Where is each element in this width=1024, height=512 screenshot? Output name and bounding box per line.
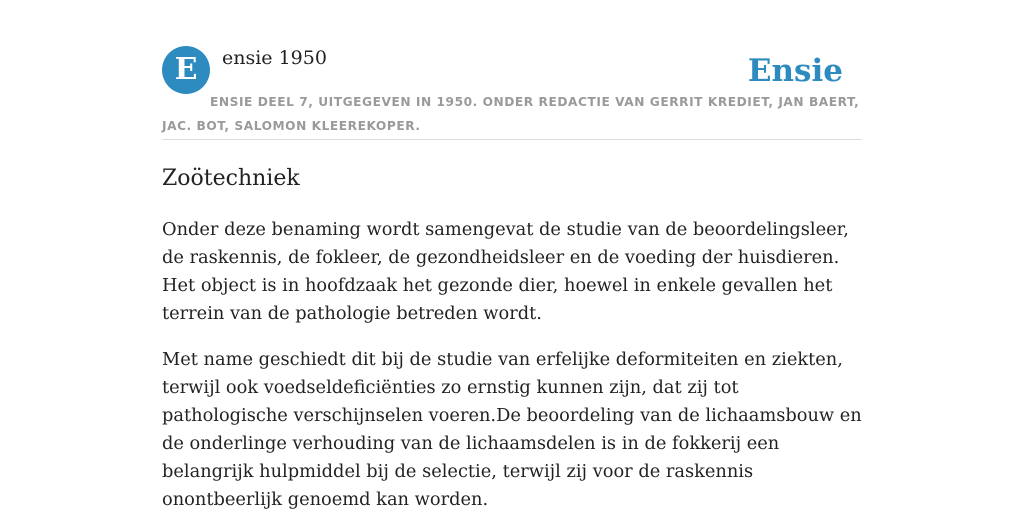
article-paragraph: Onder deze benaming wordt samengevat de studie van de beoordelingsleer, de raskennis, de fokleer, de gezondheidsleer en de voeding der huisdieren. Het object is in hoofdzaak het gezonde dier, hoewel in enkele gevallen het terrein van de pathologie betreden wordt.: [162, 219, 849, 324]
article-title: Zoötechniek: [162, 166, 300, 191]
ensie-logo-icon: E: [162, 46, 210, 94]
article-body: [162, 216, 862, 512]
page-header: [162, 46, 862, 140]
source-description: ENSIE DEEL 7, UITGEGEVEN IN 1950. ONDER REDACTIE VAN GERRIT KREDIET, JAN BAERT, JAC. BOT, SALOMON KLEEREKOPER.: [162, 95, 860, 133]
brand-logo[interactable]: Ensie: [747, 53, 843, 89]
source-name[interactable]: ensie 1950: [222, 47, 327, 69]
article-paragraph: Met name geschiedt dit bij de studie van erfelijke deformiteiten en ziekten, terwijl ook voedseldeficiënties zo ernstig kunnen zijn, dat zij tot pathologische verschijnselen voeren.De beoordeling van de lichaamsbouw en de onderlinge verhouding van de lichaamsdelen is in de fokkerij een belangrijk hulpmiddel bij de selectie, terwijl zij voor de raskennis onontbeerlijk genoemd kan worden.: [162, 349, 862, 510]
